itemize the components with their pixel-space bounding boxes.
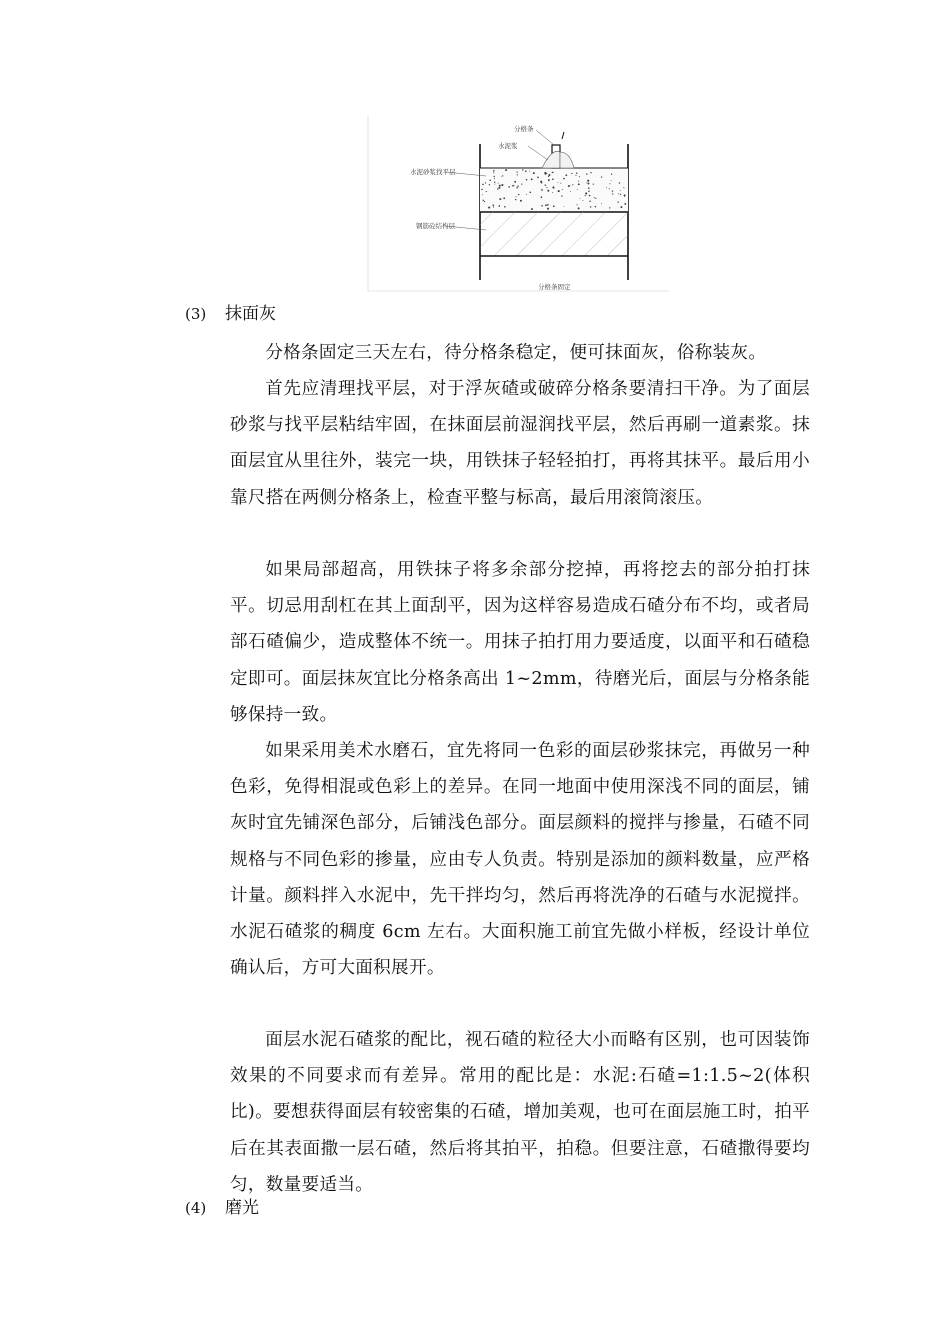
aggregate-speck — [575, 175, 576, 176]
aggregate-speck — [620, 206, 622, 208]
aggregate-speck — [624, 203, 626, 205]
aggregate-speck — [612, 193, 613, 194]
aggregate-speck — [590, 206, 591, 207]
aggregate-speck — [545, 184, 547, 186]
aggregate-speck — [588, 187, 590, 189]
aggregate-speck — [544, 172, 546, 174]
aggregate-speck — [585, 195, 586, 196]
aggregate-speck — [577, 189, 578, 190]
paragraph: 面层水泥石碴浆的配比，视石碴的粒径大小而略有区别，也可因装饰效果的不同要求而有差异。常用的配比是：水泥:石碴=1:1.5~2(体积比)。要想获得面层有较密集的石碴，增加美观，也可在面层施工时，拍平后在其表面撒一层石碴，然后将其拍平，拍稳。但要注意，石碴撒得要均匀，数量要适当。 — [230, 1030, 810, 1195]
aggregate-speck — [601, 203, 602, 204]
aggregate-speck — [545, 204, 547, 206]
aggregate-speck — [482, 200, 483, 201]
aggregate-speck — [546, 173, 547, 174]
aggregate-speck — [624, 196, 625, 197]
aggregate-speck — [498, 187, 500, 189]
aggregate-speck — [484, 201, 485, 202]
aggregate-speck — [512, 185, 514, 187]
aggregate-speck — [553, 187, 555, 189]
aggregate-speck — [577, 204, 578, 205]
section-title: 磨光 — [225, 1198, 259, 1218]
section-heading-3 — [185, 302, 276, 326]
aggregate-speck — [560, 183, 561, 184]
aggregate-speck — [541, 205, 543, 207]
aggregate-speck — [587, 180, 589, 182]
aggregate-speck — [488, 207, 490, 209]
aggregate-speck — [522, 169, 523, 170]
paragraph: 分格条固定三天左右，待分格条稳定，便可抹面灰，俗称装灰。 — [265, 343, 767, 363]
paragraph: 首先应清理找平层，对于浮灰碴或破碎分格条要清扫干净。为了面层砂浆与找平层粘结牢固，在抹面层前湿润找平层，然后再刷一道素浆。抹面层宜从里往外，装完一块，用铁抹子轻轻拍打，再将其抹平。最后用小靠尺搭在两侧分格条上，检查平整与标高，最后用滚筒滚压。 — [230, 379, 810, 508]
aggregate-speck — [526, 194, 527, 195]
aggregate-speck — [492, 204, 494, 206]
aggregate-speck — [553, 205, 555, 207]
aggregate-speck — [620, 190, 621, 191]
paragraph: 如果采用美术水磨石，宜先将同一色彩的面层砂浆抹完，再做另一种色彩，免得相混或色彩上的差异。在同一地面中使用深浅不同的面层，铺灰时宜先铺深色部分，后铺浅色部分。面层颜料的搅拌与掺量，石碴不同规格与不同色彩的掺量，应由专人负责。特别是添加的颜料数量，应严格计量。颜料拌入水泥中，先干拌均匀，然后再将洗净的石碴与水泥搅拌。水泥石碴浆的稠度 6cm 左右。大面积施工前宜先做小样板，经设计单位确认后，方可大面积展开。 — [230, 741, 810, 979]
aggregate-speck — [548, 204, 549, 205]
aggregate-speck — [526, 179, 528, 181]
aggregate-speck — [518, 194, 519, 195]
aggregate-speck — [565, 174, 567, 176]
aggregate-speck — [570, 191, 571, 192]
aggregate-speck — [499, 185, 501, 187]
aggregate-speck — [548, 179, 550, 181]
aggregate-speck — [552, 172, 553, 173]
aggregate-speck — [547, 190, 549, 192]
aggregate-speck — [595, 206, 597, 208]
aggregate-speck — [620, 194, 621, 195]
section-number: (4) — [185, 1199, 207, 1217]
aggregate-speck — [572, 184, 573, 185]
aggregate-speck — [515, 196, 516, 197]
section-title: 抹面灰 — [225, 304, 276, 324]
aggregate-speck — [609, 207, 610, 208]
aggregate-speck — [517, 185, 519, 187]
aggregate-speck — [516, 187, 518, 189]
aggregate-speck — [531, 208, 533, 210]
aggregate-speck — [531, 178, 533, 180]
aggregate-speck — [548, 176, 549, 177]
aggregate-speck — [564, 206, 565, 207]
aggregate-speck — [578, 181, 579, 182]
aggregate-speck — [576, 172, 578, 174]
figure-caption: 分格条固定 — [538, 283, 571, 291]
aggregate-speck — [521, 183, 522, 184]
aggregate-speck — [493, 206, 494, 207]
aggregate-speck — [540, 182, 542, 184]
aggregate-speck — [561, 195, 562, 196]
aggregate-speck — [541, 196, 543, 198]
aggregate-speck — [505, 169, 507, 171]
aggregate-speck — [590, 172, 591, 173]
aggregate-speck — [606, 187, 607, 188]
aggregate-speck — [562, 189, 563, 190]
aggregate-speck — [514, 185, 515, 186]
aggregate-speck — [486, 191, 487, 192]
aggregate-speck — [586, 173, 587, 174]
aggregate-speck — [501, 184, 503, 186]
aggregate-speck — [503, 197, 505, 199]
divider-strip-diagram — [366, 112, 672, 296]
aggregate-speck — [582, 200, 583, 201]
aggregate-speck — [580, 198, 581, 199]
aggregate-speck — [595, 198, 596, 199]
aggregate-speck — [494, 178, 495, 179]
aggregate-speck — [586, 182, 587, 183]
aggregate-speck — [515, 199, 516, 200]
aggregate-speck — [520, 200, 522, 202]
aggregate-speck — [533, 172, 535, 174]
aggregate-speck — [588, 190, 590, 192]
aggregate-speck — [558, 190, 560, 192]
aggregate-speck — [525, 170, 527, 172]
paragraph: 如果局部超高，用铁抹子将多余部分挖掉，再将挖去的部分拍打抹平。切忌用刮杠在其上面刮平，因为这样容易造成石碴分布不均，或者局部石碴偏少，造成整体不统一。用抹子拍打用力要适度，以面平和石碴稳定即可。面层抹灰宜比分格条高出 1~2mm，待磨光后，面层与分格条能够保持一致。 — [230, 560, 810, 725]
aggregate-speck — [552, 192, 553, 193]
aggregate-speck — [537, 177, 539, 179]
aggregate-speck — [504, 206, 506, 208]
aggregate-speck — [552, 178, 554, 180]
aggregate-speck — [609, 183, 610, 184]
aggregate-speck — [494, 182, 495, 183]
aggregate-speck — [489, 184, 490, 185]
aggregate-speck — [547, 208, 549, 210]
aggregate-speck — [589, 201, 591, 203]
section-heading-4 — [185, 1196, 259, 1220]
section-number: (3) — [185, 305, 207, 323]
aggregate-speck — [482, 184, 484, 186]
aggregate-speck — [493, 176, 494, 177]
aggregate-speck — [494, 184, 495, 185]
aggregate-speck — [563, 178, 565, 180]
label-cement-paste: 水泥浆 — [498, 142, 518, 150]
label-divider-strip: 分格条 — [514, 125, 534, 133]
aggregate-speck — [508, 186, 510, 188]
aggregate-speck — [601, 176, 602, 177]
aggregate-speck — [530, 192, 532, 194]
aggregate-speck — [516, 171, 517, 172]
aggregate-speck — [611, 174, 612, 175]
aggregate-speck — [485, 182, 486, 183]
label-structure-layer: 钢筋砼结构层 — [416, 222, 455, 230]
aggregate-speck — [498, 205, 500, 207]
aggregate-speck — [571, 173, 572, 174]
aggregate-speck — [481, 189, 482, 190]
aggregate-speck — [619, 182, 620, 183]
aggregate-speck — [498, 183, 499, 184]
aggregate-speck — [493, 172, 494, 173]
aggregate-speck — [593, 183, 594, 184]
aggregate-speck — [618, 201, 619, 202]
aggregate-speck — [529, 171, 530, 172]
aggregate-speck — [517, 174, 518, 175]
aggregate-speck — [585, 192, 587, 194]
aggregate-speck — [611, 180, 612, 181]
aggregate-speck — [618, 193, 619, 194]
aggregate-speck — [569, 185, 570, 186]
aggregate-speck — [502, 175, 503, 176]
aggregate-speck — [587, 182, 589, 184]
aggregate-speck — [501, 176, 502, 177]
aggregate-speck — [541, 189, 543, 191]
aggregate-speck — [612, 190, 613, 191]
label-leveling-layer: 水泥砂浆找平层 — [410, 168, 456, 176]
aggregate-speck — [489, 180, 491, 182]
aggregate-speck — [499, 198, 501, 200]
aggregate-speck — [594, 197, 595, 198]
aggregate-speck — [493, 170, 495, 172]
aggregate-speck — [579, 176, 580, 177]
aggregate-speck — [546, 187, 547, 188]
aggregate-speck — [589, 195, 591, 197]
aggregate-speck — [623, 187, 624, 188]
aggregate-speck — [609, 188, 610, 189]
aggregate-speck — [514, 181, 516, 183]
aggregate-speck — [578, 183, 580, 185]
aggregate-speck — [497, 188, 498, 189]
aggregate-speck — [578, 207, 580, 209]
aggregate-speck — [482, 194, 483, 195]
aggregate-speck — [558, 182, 559, 183]
